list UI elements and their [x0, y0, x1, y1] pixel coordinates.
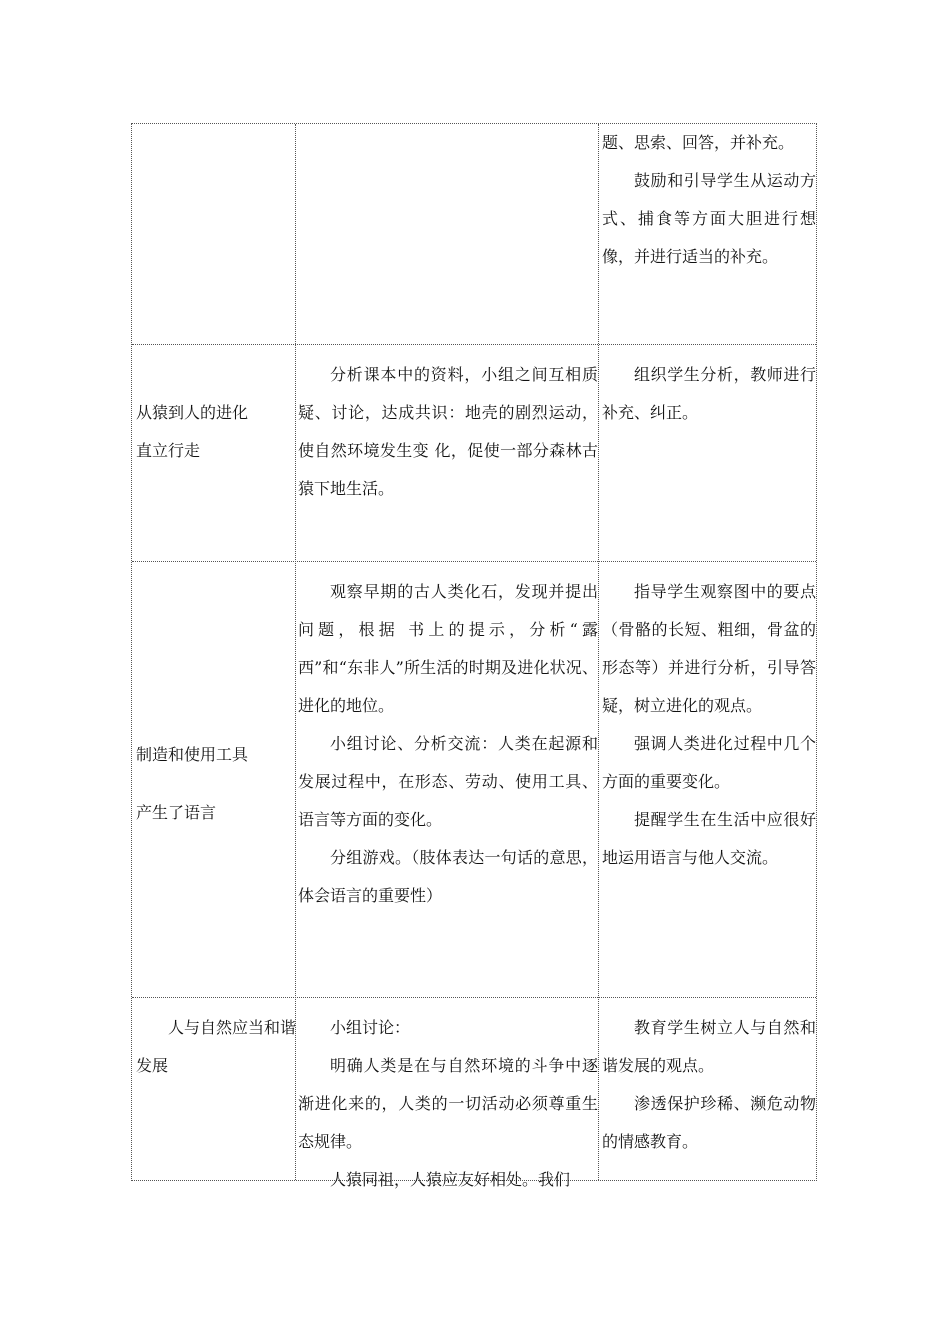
row-divider — [132, 997, 816, 998]
teacher-paragraph: 组织学生分析，教师进行补充、纠正。 — [602, 365, 816, 422]
teacher-paragraph: 提醒学生在生活中应很好地运用语言与他人交流。 — [602, 810, 816, 867]
topic-cell — [136, 726, 296, 842]
teacher-activity-cell — [602, 124, 816, 276]
student-paragraph: 观察早期的古人类化石，发现并提出问题，根据 书上的提示，分析“露西”和“东非人”所生活的时期及进化状况、进化的地位。 — [298, 582, 598, 715]
teacher-paragraph: 教育学生树立人与自然和谐发展的观点。 — [602, 1018, 816, 1075]
student-activity-cell — [298, 1009, 598, 1199]
teacher-paragraph: 指导学生观察图中的要点（骨骼的长短、粗细，骨盆的 形态等）并进行分析，引导答疑，树立进化的观点。 — [602, 582, 816, 715]
student-paragraph: 明确人类是在与自然环境的斗争中逐渐进化来的，人类的一切活动必须尊重生态规律。 — [298, 1056, 598, 1151]
topic-line: 直立行走 — [136, 441, 201, 460]
topic-cell — [136, 1009, 296, 1085]
teacher-activity-cell — [602, 356, 816, 432]
topic-line: 人与自然应当和谐发展 — [136, 1018, 297, 1075]
student-paragraph: 小组讨论： — [330, 1018, 411, 1037]
student-activity-cell — [298, 573, 598, 915]
student-paragraph: 人猿同祖，人猿应友好相处。我们 — [330, 1170, 571, 1189]
student-paragraph: 分组游戏。（肢体表达一句话的意思，体会语言的重要性） — [298, 848, 598, 905]
teacher-paragraph: 渗透保护珍稀、濒危动物的情感教育。 — [602, 1094, 816, 1151]
teacher-activity-cell — [602, 573, 816, 877]
topic-line: 产生了语言 — [136, 803, 217, 822]
topic-line: 从猿到人的进化 — [136, 403, 249, 422]
teacher-paragraph: 题、思索、回答，并补充。 — [602, 133, 795, 152]
topic-cell — [136, 394, 296, 470]
student-paragraph: 小组讨论、分析交流：人类在起源和发展过程中，在形态、劳动、使用工具、语言等方面的变化。 — [298, 734, 598, 829]
teacher-activity-cell — [602, 1009, 816, 1161]
student-paragraph: 分析课本中的资料，小组之间互相质疑、讨论，达成共识：地壳的剧烈运动，使自然环境发生变 化，促使一部分森林古猿下地生活。 — [298, 365, 598, 498]
column-divider — [598, 124, 599, 1180]
lesson-plan-table — [131, 123, 817, 1189]
teacher-paragraph: 强调人类进化过程中几个方面的重要变化。 — [602, 734, 816, 791]
student-activity-cell — [298, 356, 598, 508]
row-divider — [132, 561, 816, 562]
teacher-paragraph: 鼓励和引导学生从运动方式、捕食等方面大胆进行想像，并进行适当的补充。 — [602, 171, 816, 266]
topic-line: 制造和使用工具 — [136, 745, 249, 764]
row-divider — [132, 344, 816, 345]
